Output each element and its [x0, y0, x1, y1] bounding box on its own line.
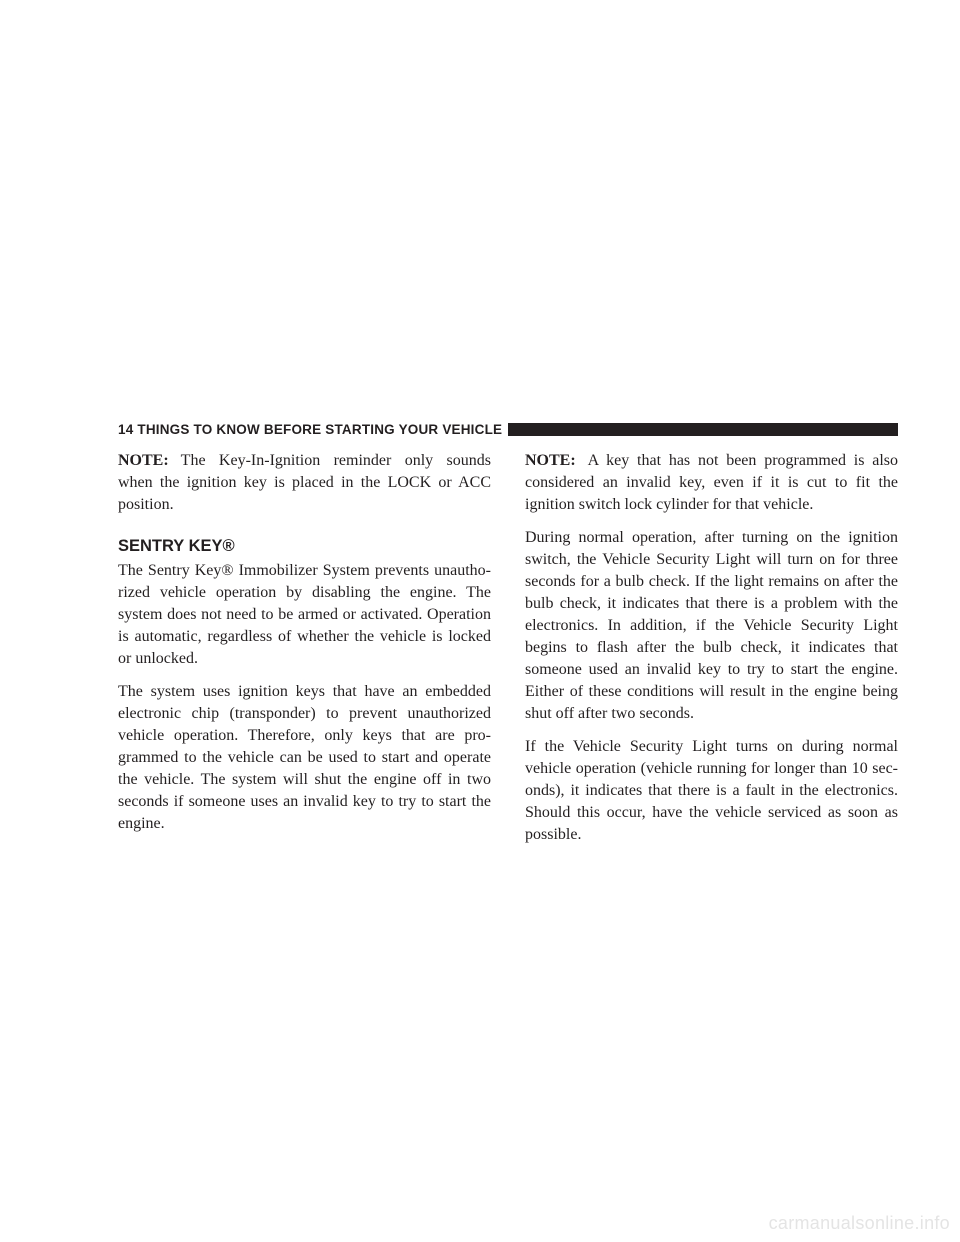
section-heading-sentry-key: SENTRY KEY®: [118, 537, 235, 555]
note-invalid-key: [525, 450, 898, 516]
note-label: NOTE:: [525, 452, 576, 469]
note-label: NOTE:: [118, 452, 169, 469]
right-column: [525, 450, 898, 857]
page-header-text: 14 THINGS TO KNOW BEFORE STARTING YOUR VEHICLE: [118, 421, 503, 437]
paragraph: The system uses ignition keys that have an embedded electronic chip (transponder) to prevent unauthorized vehicle operation. Therefore, only keys that are pro-grammed to the vehicle can be used to start and operate the vehicle. The system will shut the engine off in two seconds if someone uses an invalid key to try to start the engine.: [118, 683, 491, 832]
header-rule: [508, 423, 898, 436]
page-header: [118, 420, 898, 438]
watermark: carmanualsonline.info: [768, 1213, 950, 1233]
left-column: [118, 450, 491, 846]
paragraph: If the Vehicle Security Light turns on during normal vehicle operation (vehicle running for longer than 10 sec-onds), it indicates that there is a fault in the electronics. Should this occur, have the vehicle serviced as soon as possible.: [525, 738, 898, 843]
note-ignition-reminder: [118, 450, 491, 516]
paragraph: During normal operation, after turning on the ignition switch, the Vehicle Security Light will turn on for three seconds for a bulb check. If the light remains on after the bulb check, it indicates that there is a problem with the electronics. In addition, if the Vehicle Security Light begins to flash after the bulb check, it indicates that someone used an invalid key to try to start the engine. Either of these conditions will result in the engine being shut off after two seconds.: [525, 529, 898, 722]
note-text: A key that has not been programmed is also considered an invalid key, even if it is cut to fit the ignition switch lock cylinder for that vehicle.: [525, 452, 898, 513]
paragraph: The Sentry Key® Immobilizer System prevents unautho-rized vehicle operation by disabling the engine. The system does not need to be armed or activated. Operation is automatic, regardless of whether the vehicle is locked or unlocked.: [118, 562, 491, 667]
note-text: The Key-In-Ignition reminder only sounds when the ignition key is placed in the LOCK or ACC position.: [118, 452, 491, 513]
